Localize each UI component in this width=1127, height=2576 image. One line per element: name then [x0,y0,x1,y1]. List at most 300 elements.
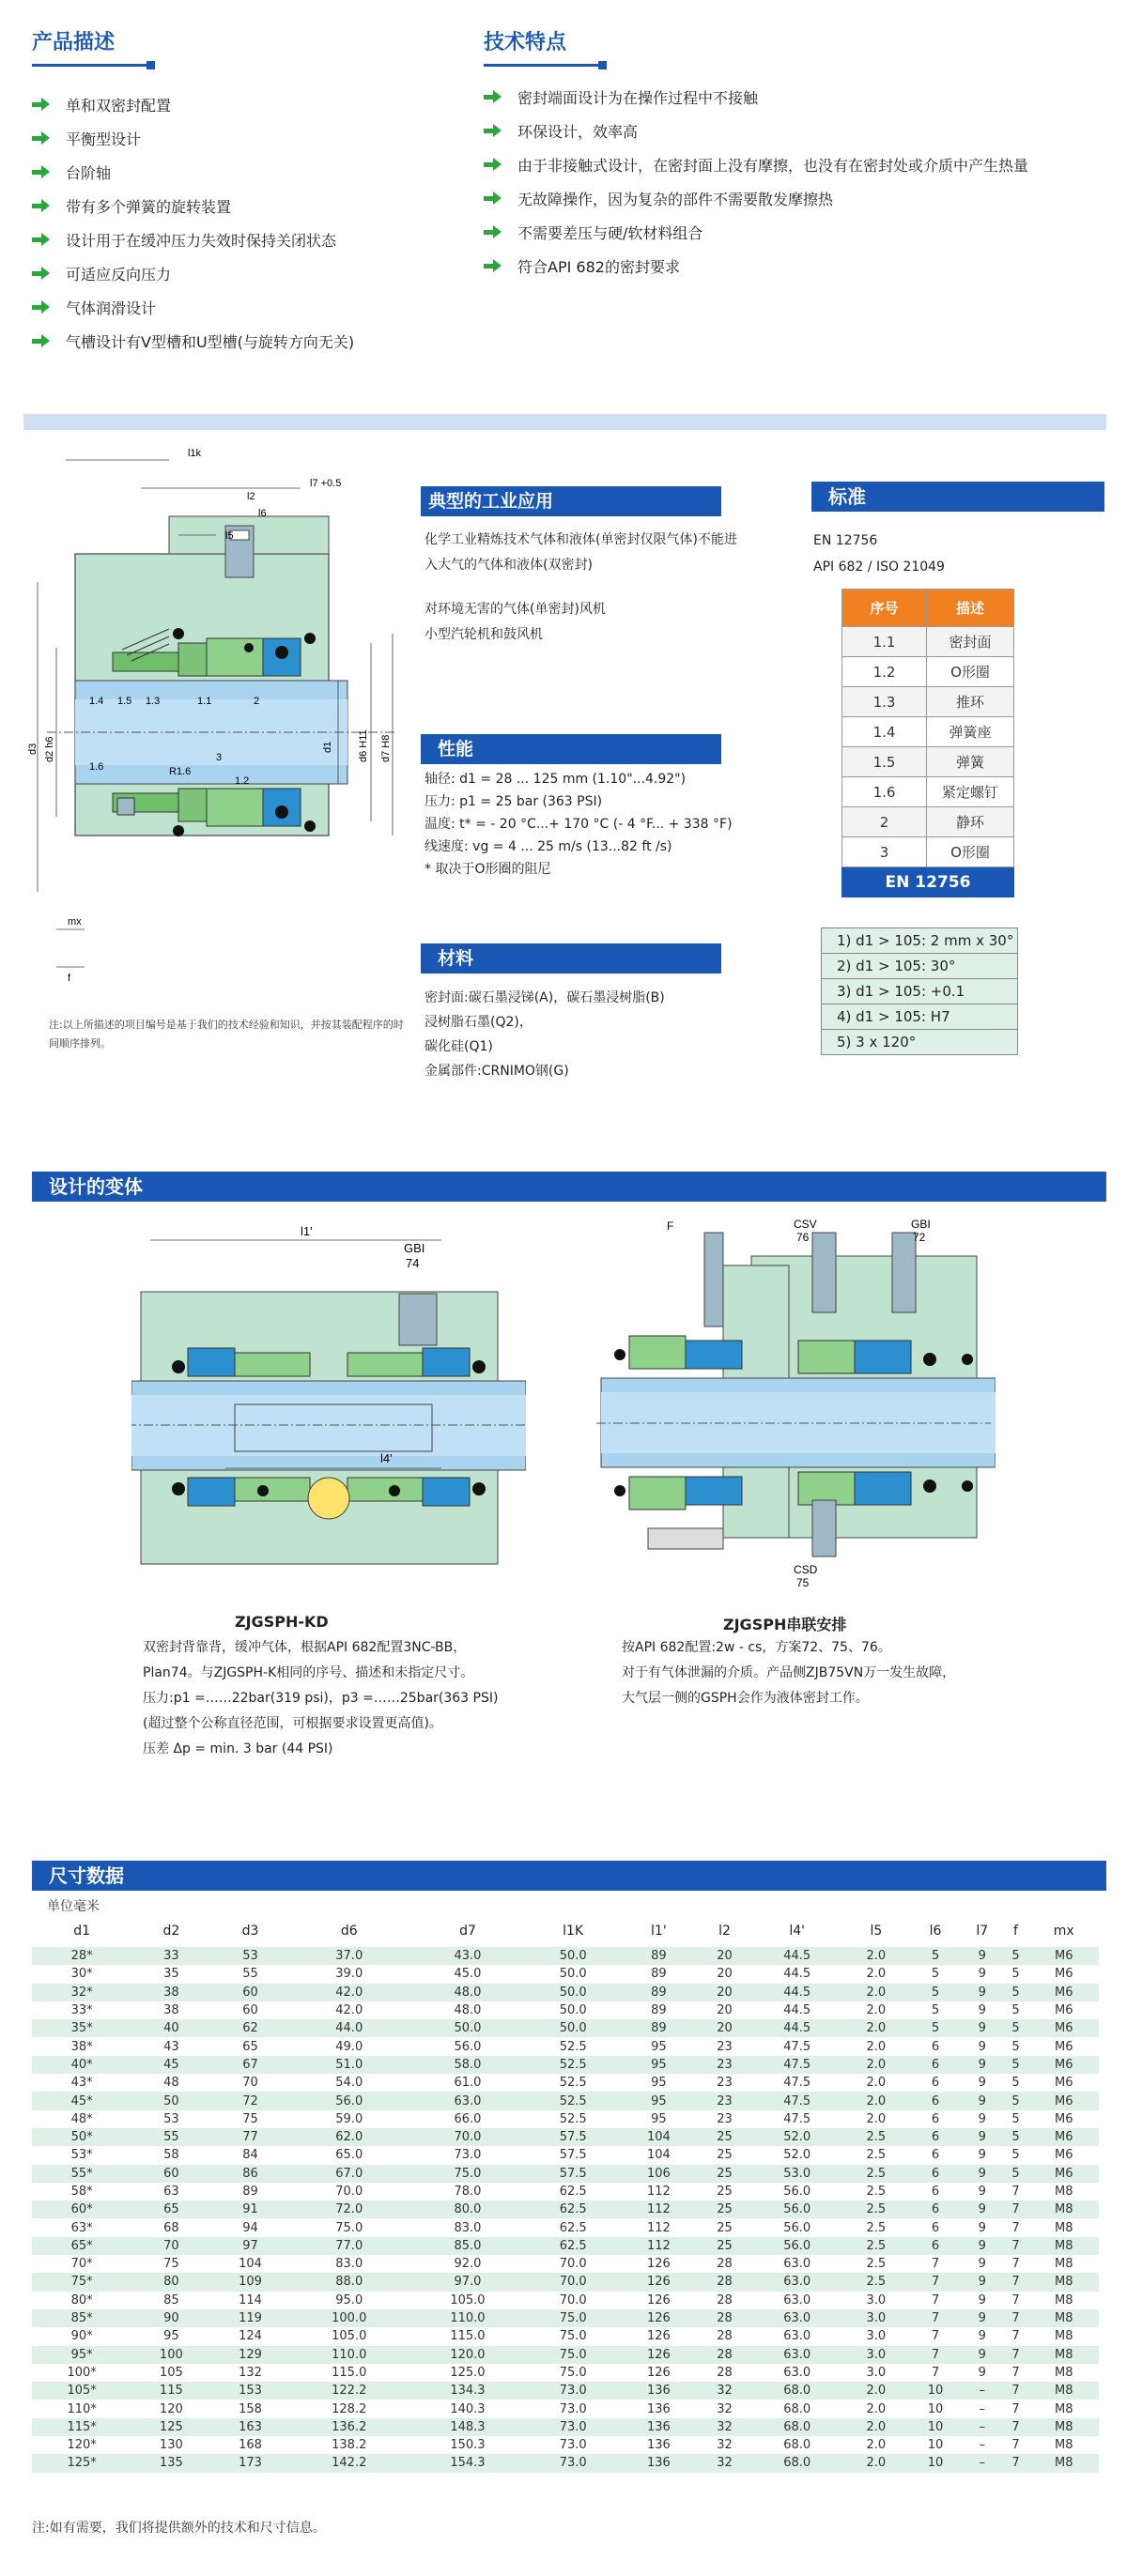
dim-cell: 7 [1002,2418,1028,2436]
dimensions-table [32,1915,1099,2473]
dim-cell: 56.0 [409,2037,527,2055]
dim-cell: 44.5 [751,1947,843,1965]
dim-cell: 25 [698,2146,750,2164]
dim-cell: 95 [619,2074,698,2092]
dim-cell: 9 [962,2218,1002,2236]
dim-cell: 109 [210,2273,289,2291]
dim-cell: 2.5 [843,2128,909,2146]
footnotes-wrap [821,928,1018,1055]
dim-cell: – [962,2436,1002,2454]
product-desc-section [32,26,426,358]
dim-cell: 5 [1002,1965,1028,1983]
dim-cell: M8 [1029,2273,1100,2291]
dim-cell: 70.0 [527,2292,619,2309]
tandem-text [622,1635,1091,1711]
kd-line: 双密封背靠背，缓冲气体，根据API 682配置3NC-BB， [143,1640,467,1655]
dim-cell: 89 [619,1965,698,1983]
dim-cell: 56.0 [751,2183,843,2200]
dim-cell: 104 [619,2146,698,2164]
dimensions-table-wrap [32,1915,1099,2473]
dim-cell: 2.5 [843,2273,909,2291]
dim-cell: 9 [962,2128,1002,2146]
label-1-3: 1.3 [146,696,161,707]
product-desc-item-text: 设计用于在缓冲压力失效时保持关闭状态 [66,231,337,250]
tech-feature-item-text: 符合API 682的密封要求 [517,257,680,276]
dim-cell: 136 [619,2400,698,2417]
dim-cell: 6 [909,2056,962,2074]
dim-cell: 68.0 [751,2436,843,2454]
dim-cell: 9 [962,2183,1002,2200]
dim-cell: 59.0 [290,2110,409,2128]
dim-cell: 7 [1002,2346,1028,2364]
dim-cell: 125 [131,2418,210,2436]
dim-cell: 50.0 [527,2019,619,2037]
dim-cell: 73.0 [409,2146,527,2164]
dim-cell: 105 [131,2364,210,2382]
dim-header: l4' [789,1924,805,1939]
dim-cell: 95 [619,2092,698,2109]
dim-cell: 83.0 [409,2218,527,2236]
green-arrow-icon [484,124,502,137]
dim-cell: M6 [1029,2056,1100,2074]
footnotes-table [821,928,1018,1055]
label-l5: l5 [225,530,234,542]
dim-cell: 55 [210,1965,289,1983]
dim-cell: M6 [1029,2019,1100,2037]
dim-cell: 32 [698,2382,750,2400]
dim-cell: 9 [962,2255,1002,2273]
dim-cell: 23 [698,2110,750,2128]
dim-cell: 50 [131,2092,210,2109]
dim-cell: 148.3 [409,2418,527,2436]
dim-cell: 68.0 [751,2382,843,2400]
product-desc-item-text: 平衡型设计 [66,130,142,148]
dim-cell: 128.2 [290,2400,409,2417]
dim-cell: 115* [32,2418,131,2436]
green-arrow-icon [32,131,51,145]
green-arrow-icon [484,192,502,205]
industrial-line: 小型汽轮机和鼓风机 [425,627,543,642]
dim-cell: 43* [32,2074,131,2092]
label-1-2: 1.2 [235,775,250,787]
dim-cell: 7 [1002,2255,1028,2273]
dim-cell: 173 [210,2454,289,2472]
dim-cell: 9 [962,2001,1002,2019]
dim-cell: 2.0 [843,2074,909,2092]
table-row [32,1984,1099,2001]
dim-cell: 70* [32,2255,131,2273]
dim-cell: 47.5 [751,2074,843,2092]
dim-cell: 54.0 [290,2074,409,2092]
table-row [32,2273,1099,2291]
table-row [32,1965,1099,1983]
tandem-line: 大气层一侧的GSPH会作为液体密封工作。 [622,1691,869,1706]
green-arrow-icon [32,233,51,246]
dim-cell: 45* [32,2092,131,2109]
parts-cell: O形圈 [927,657,1014,687]
dim-cell: 106 [619,2165,698,2183]
tandem-drawing [592,1209,996,1594]
table-row [32,2001,1099,2019]
dim-cell: 90 [131,2309,210,2327]
dim-cell: 5 [909,1947,962,1965]
dim-cell: 73.0 [527,2454,619,2472]
industrial-title: 典型的工业应用 [421,486,721,516]
parts-cell: 密封面 [927,627,1014,657]
tech-feature-item-text: 环保设计，效率高 [517,122,639,141]
performance-text [425,768,800,881]
dim-cell: 89 [619,2001,698,2019]
table-row [32,2200,1099,2218]
dim-cell: 2.0 [843,1965,909,1983]
dim-cell: 53 [210,1947,289,1965]
dim-cell: 7 [1002,2200,1028,2218]
product-desc-item-text: 气体润滑设计 [66,299,157,317]
dim-cell: 80* [32,2292,131,2309]
product-desc-item-text: 可适应反向压力 [66,265,172,284]
dim-cell: 168 [210,2436,289,2454]
dim-cell: 125* [32,2454,131,2472]
label-d7: d7 H8 [380,734,392,762]
dim-cell: 70 [131,2237,210,2255]
dim-cell: 73.0 [527,2436,619,2454]
dim-cell: 104 [619,2128,698,2146]
dim-cell: 89 [210,2183,289,2200]
dim-cell: 112 [619,2183,698,2200]
dim-cell: M8 [1029,2309,1100,2327]
dim-cell: 110.0 [290,2346,409,2364]
parts-row [842,837,1014,867]
tech-feature-item [484,147,1122,181]
dim-cell: 2.0 [843,2454,909,2472]
dim-cell: 32 [698,2436,750,2454]
dim-cell: 142.2 [290,2454,409,2472]
dim-cell: 25 [698,2165,750,2183]
label-d1: d1 [322,741,333,753]
dim-cell: 7 [1002,2327,1028,2345]
dim-cell: 89 [619,2019,698,2037]
kd-line: 压差 Δp = min. 3 bar (44 PSI) [143,1741,333,1756]
dim-cell: 61.0 [409,2074,527,2092]
dim-cell: 65* [32,2237,131,2255]
dim-cell: 7 [1002,2309,1028,2327]
label-f: f [68,973,71,984]
parts-cell: O形圈 [927,837,1014,867]
seal-cross-section-drawing [28,441,413,986]
dim-cell: 50.0 [527,1984,619,2001]
footnote-row [822,954,1018,979]
dim-header: l2 [718,1924,731,1939]
parts-cell: 静环 [927,807,1014,837]
parts-row [842,747,1014,777]
dim-cell: 95 [619,2037,698,2055]
dim-cell: 37.0 [290,1947,409,1965]
product-desc-item [32,222,426,256]
tandem-label-csv: CSV [794,1218,817,1231]
dim-cell: 100 [131,2346,210,2364]
dim-cell: 126 [619,2346,698,2364]
product-desc-title: 产品描述 [32,31,116,54]
dim-cell: 38 [131,1984,210,2001]
standard-en: EN 12756 [813,533,878,548]
dim-cell: 62.0 [290,2128,409,2146]
dim-cell: 32* [32,1984,131,2001]
dim-cell: 47.5 [751,2110,843,2128]
label-l7: l7 +0.5 [310,478,342,489]
dim-cell: 53* [32,2146,131,2164]
dim-cell: 52.0 [751,2146,843,2164]
dim-cell: 56.0 [751,2218,843,2236]
dim-cell: 85* [32,2309,131,2327]
green-arrow-icon [32,267,51,280]
dim-cell: 75.0 [527,2364,619,2382]
dim-cell: 48.0 [409,1984,527,2001]
dim-cell: 3.0 [843,2292,909,2309]
parts-cell: 2 [842,807,927,837]
industrial-line: 对环境无害的气体(单密封)风机 [425,602,606,617]
dim-cell: 2.5 [843,2165,909,2183]
dim-cell: 120 [131,2400,210,2417]
dim-cell: 73.0 [527,2400,619,2417]
dim-header: d6 [340,1924,358,1939]
dim-cell: 9 [962,2056,1002,2074]
dim-cell: 100.0 [290,2309,409,2327]
dim-cell: M8 [1029,2364,1100,2382]
dim-cell: 2.0 [843,2418,909,2436]
dim-cell: 65 [131,2200,210,2218]
green-arrow-icon [484,158,502,171]
dim-cell: M6 [1029,2037,1100,2055]
drawing-note: 注:以上所描述的项目编号是基于我们的技术经验和知识，并按其装配程序的时间顺序排列。 [49,1019,404,1050]
dim-cell: M8 [1029,2218,1100,2236]
dim-cell: 126 [619,2292,698,2309]
parts-cell: 1.3 [842,687,927,717]
green-arrow-icon [32,98,51,111]
dim-cell: 122.2 [290,2382,409,2400]
dim-cell: M8 [1029,2327,1100,2345]
dim-cell: 115 [131,2382,210,2400]
kd-line: 压力:p1 =……22bar(319 psi)，p3 =……25bar(363 PSI) [143,1691,499,1706]
dim-cell: M8 [1029,2183,1100,2200]
parts-cell: 弹簧 [927,747,1014,777]
dim-cell: 5 [1002,2110,1028,2128]
dim-cell: 112 [619,2237,698,2255]
dim-cell: 89 [619,1984,698,2001]
dim-cell: 7 [1002,2183,1028,2200]
dim-cell: 5 [1002,2165,1028,2183]
dim-header: l7 [976,1924,989,1939]
dim-cell: 56.0 [290,2092,409,2109]
dim-cell: 50* [32,2128,131,2146]
dim-cell: 153 [210,2382,289,2400]
dim-cell: 7 [909,2364,962,2382]
dim-cell: 48.0 [409,2001,527,2019]
dim-cell: 9 [962,2273,1002,2291]
performance-line: 轴径: d1 = 28 ... 125 mm (1.10"...4.92") [425,772,687,787]
dim-cell: 25 [698,2183,750,2200]
dim-cell: 28 [698,2346,750,2364]
dim-cell: 20 [698,1965,750,1983]
dim-cell: 66.0 [409,2110,527,2128]
dim-cell: 38* [32,2037,131,2055]
dim-header: f [1012,1924,1018,1939]
product-desc-list [32,87,426,358]
dim-cell: 5 [909,2019,962,2037]
dim-cell: 60 [131,2165,210,2183]
dim-cell: 7 [1002,2454,1028,2472]
dim-cell: 6 [909,2146,962,2164]
performance-line: 线速度: vg = 4 ... 25 m/s (13...82 ft /s) [425,839,672,854]
dim-cell: 2.5 [843,2237,909,2255]
dim-cell: 3.0 [843,2364,909,2382]
dim-cell: 44.0 [290,2019,409,2037]
dim-cell: 68.0 [751,2400,843,2417]
dim-cell: 7 [1002,2273,1028,2291]
dim-cell: 126 [619,2364,698,2382]
dim-cell: M6 [1029,2128,1100,2146]
dim-cell: 32 [698,2418,750,2436]
dim-cell: 65 [210,2037,289,2055]
dim-cell: M8 [1029,2200,1100,2218]
dim-cell: 6 [909,2200,962,2218]
parts-table [841,589,1014,867]
dim-cell: 2.0 [843,2110,909,2128]
table-row [32,2309,1099,2327]
dim-cell: 70.0 [290,2183,409,2200]
dim-cell: 110* [32,2400,131,2417]
dimensions-title: 尺寸数据 [32,1861,1106,1891]
tech-features-list [484,80,1122,283]
product-desc-item-text: 台阶轴 [66,163,112,182]
separator-bar [23,414,1106,430]
dim-cell: – [962,2454,1002,2472]
parts-row [842,717,1014,747]
label-mx: mx [68,916,82,928]
dim-cell: 62.5 [527,2218,619,2236]
green-arrow-icon [32,199,51,212]
parts-row [842,687,1014,717]
dim-cell: 2.0 [843,2001,909,2019]
dim-cell: 115.0 [409,2327,527,2345]
dim-cell: M6 [1029,2001,1100,2019]
dim-cell: 3.0 [843,2309,909,2327]
tandem-label-csd: CSD [794,1563,818,1576]
dim-cell: 85 [131,2292,210,2309]
dim-cell: 62 [210,2019,289,2037]
dim-cell: 48 [131,2074,210,2092]
materials-line: 密封面:碳石墨浸锑(A)，碳石墨浸树脂(B) [425,990,665,1005]
dim-cell: 126 [619,2273,698,2291]
dim-cell: 72.0 [290,2200,409,2218]
dim-cell: M8 [1029,2436,1100,2454]
dim-cell: 3.0 [843,2346,909,2364]
dim-cell: 2.5 [843,2218,909,2236]
materials-text [425,986,800,1083]
dim-cell: 9 [962,2019,1002,2037]
dim-cell: 6 [909,2074,962,2092]
dim-header: d7 [459,1924,476,1939]
dim-cell: 51.0 [290,2056,409,2074]
dim-cell: 53.0 [751,2165,843,2183]
table-row [32,2400,1099,2417]
table-row [32,2327,1099,2345]
dim-cell: 75.0 [527,2309,619,2327]
materials-line: 金属部件:CRNIMO钢(G) [425,1064,569,1079]
dim-cell: 48* [32,2110,131,2128]
dim-cell: 95 [131,2327,210,2345]
footnote-cell: 2) d1 > 105: 30° [822,954,1018,979]
table-row [32,2056,1099,2074]
dim-cell: 132 [210,2364,289,2382]
dim-cell: 43 [131,2037,210,2055]
dim-cell: 9 [962,2237,1002,2255]
dim-cell: 80.0 [409,2200,527,2218]
dim-cell: 50.0 [527,1965,619,1983]
dim-cell: 49.0 [290,2037,409,2055]
label-d6: d6 H11 [358,729,369,762]
dim-header: d2 [162,1924,180,1939]
dim-cell: 40* [32,2056,131,2074]
dim-cell: 138.2 [290,2436,409,2454]
dim-cell: 9 [962,2092,1002,2109]
dim-cell: 120.0 [409,2346,527,2364]
dim-cell: 10 [909,2418,962,2436]
parts-row [842,777,1014,807]
parts-cell: 紧定螺钉 [927,777,1014,807]
dim-cell: 52.5 [527,2110,619,2128]
dim-cell: 5 [1002,2019,1028,2037]
label-d2: d2 h6 [44,736,55,762]
dim-cell: 52.5 [527,2037,619,2055]
dim-cell: 95.0 [290,2292,409,2309]
table-row [32,2128,1099,2146]
dim-cell: 63.0 [751,2346,843,2364]
dim-cell: 95 [619,2110,698,2128]
dim-cell: 62.5 [527,2200,619,2218]
tech-features-title: 技术特点 [484,31,567,54]
parts-header-no: 序号 [842,590,927,627]
dim-cell: 63.0 [409,2092,527,2109]
footnote-row [822,1004,1018,1030]
tandem-label-gbi-num: 72 [913,1231,926,1244]
dim-cell: 50.0 [527,2001,619,2019]
tandem-label-csv-num: 76 [796,1231,810,1244]
table-row [32,2292,1099,2309]
dim-cell: 44.5 [751,1965,843,1983]
dim-cell: 2.0 [843,1984,909,2001]
parts-table-footer: EN 12756 [841,867,1014,897]
dim-cell: 125.0 [409,2364,527,2382]
product-desc-item [32,290,426,324]
dim-cell: 75.0 [290,2218,409,2236]
parts-row [842,807,1014,837]
dim-cell: 60 [210,1984,289,2001]
footnote-cell: 5) 3 x 120° [822,1030,1018,1055]
standard-api: API 682 / ISO 21049 [813,560,945,575]
dim-cell: 140.3 [409,2400,527,2417]
dim-cell: 68 [131,2218,210,2236]
dim-cell: 9 [962,2327,1002,2345]
dim-cell: 9 [962,2200,1002,2218]
dim-cell: 100* [32,2364,131,2382]
dim-cell: 52.0 [751,2128,843,2146]
dim-cell: 135 [131,2454,210,2472]
tech-features-section [484,26,1122,283]
dim-cell: 70 [210,2074,289,2092]
dim-cell: 23 [698,2092,750,2109]
dim-cell: 9 [962,2292,1002,2309]
dim-cell: 97.0 [409,2273,527,2291]
